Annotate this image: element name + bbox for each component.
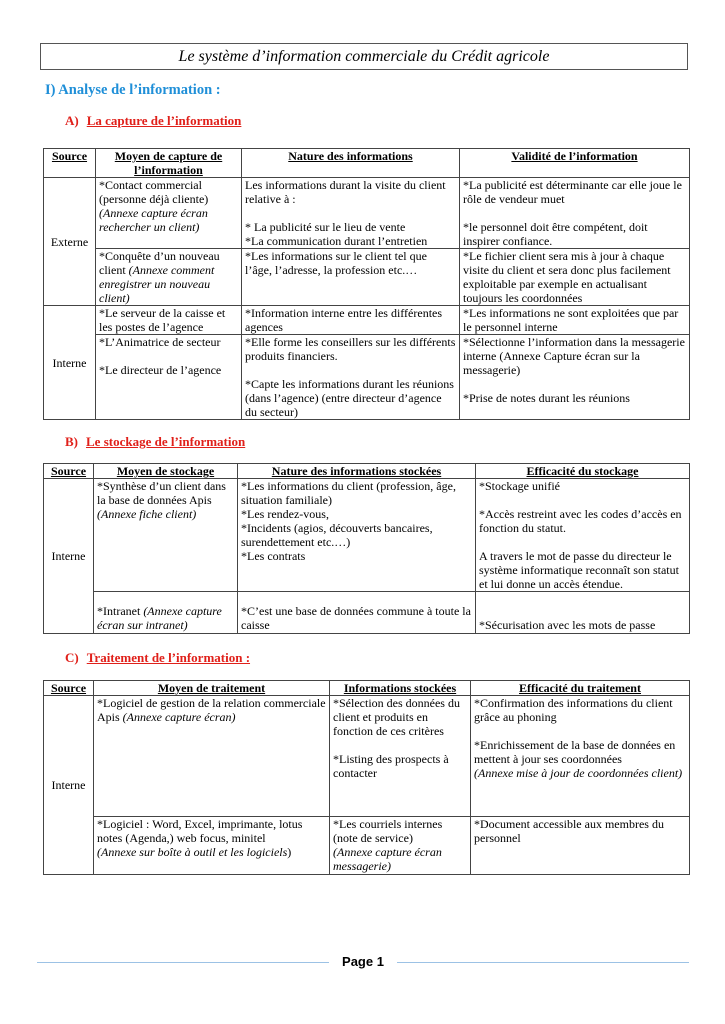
subsection-heading-traitement xyxy=(65,650,250,666)
table-row xyxy=(44,306,690,335)
table-header-row xyxy=(44,681,690,696)
table-cell xyxy=(94,696,330,817)
cell-paragraph xyxy=(463,306,686,334)
cell-paragraph xyxy=(333,752,467,780)
source-cell: Externe xyxy=(44,178,96,306)
cell-paragraph xyxy=(99,178,238,234)
annex-reference: (Annexe capture écran messagerie) xyxy=(333,845,442,873)
cell-text: *Les informations du client (profession, âge, situation familiale) xyxy=(241,479,456,507)
cell-text: *Intranet xyxy=(97,604,144,618)
cell-paragraph xyxy=(99,335,238,349)
table-cell xyxy=(330,696,471,817)
table-cell xyxy=(242,249,460,306)
cell-text: ) xyxy=(287,845,292,859)
column-header: Nature des informations stockées xyxy=(238,464,476,479)
cell-text: *Synthèse d’un client dans la base de données Apis xyxy=(97,479,226,507)
cell-text: *Incidents (agios, découverts bancaires, surendettement etc.…) xyxy=(241,521,433,549)
cell-text: *Sécurisation avec les mots de passe xyxy=(479,618,656,632)
cell-paragraph xyxy=(97,479,234,521)
cell-paragraph xyxy=(479,549,686,591)
cell-paragraph xyxy=(463,377,686,391)
table-cell xyxy=(476,479,690,592)
cell-paragraph xyxy=(463,335,686,377)
cell-text: *Sélection des données du client et produits en fonction de ces critères xyxy=(333,696,460,738)
annex-reference: (Annexe capture écran rechercher un client) xyxy=(99,206,208,234)
cell-text: *Enrichissement de la base de données en mettent à jour ses coordonnées xyxy=(474,738,676,766)
cell-text: *Les courriels internes (note de service) xyxy=(333,817,443,845)
cell-paragraph xyxy=(474,817,686,845)
cell-text: *C’est une base de données commune à toute la caisse xyxy=(241,604,471,632)
cell-text: *Information interne entre les différentes agences xyxy=(245,306,443,334)
table-header-row xyxy=(44,149,690,178)
cell-text: *Stockage unifié xyxy=(479,479,560,493)
cell-paragraph xyxy=(474,696,686,724)
cell-paragraph xyxy=(245,234,456,248)
subsection-letter: C) xyxy=(65,650,79,665)
cell-paragraph xyxy=(241,479,472,507)
cell-paragraph xyxy=(474,724,686,738)
cell-text: *La communication durant l’entretien xyxy=(245,234,428,248)
table-cell xyxy=(238,479,476,592)
traitement-table xyxy=(43,680,690,875)
footer-divider xyxy=(37,962,329,963)
cell-paragraph xyxy=(245,178,456,206)
table-row xyxy=(44,817,690,875)
cell-paragraph xyxy=(99,349,238,363)
source-cell: Interne xyxy=(44,696,94,875)
cell-text: *Sélectionne l’information dans la messagerie interne (Annexe Capture écran sur la messagerie) xyxy=(463,335,685,377)
subsection-heading-stockage xyxy=(65,434,245,450)
cell-text: *La publicité est déterminante car elle joue le rôle de vendeur muet xyxy=(463,178,682,206)
page-footer xyxy=(37,952,689,972)
column-header: Moyen de traitement xyxy=(94,681,330,696)
capture-table xyxy=(43,148,690,420)
cell-text: *Les rendez-vous, xyxy=(241,507,329,521)
cell-text: *Conquête d’un nouveau client xyxy=(99,249,220,277)
column-header: Source xyxy=(44,681,94,696)
table-header-row xyxy=(44,464,690,479)
cell-paragraph xyxy=(463,220,686,248)
table-cell xyxy=(242,178,460,249)
cell-paragraph xyxy=(97,845,326,859)
table-cell xyxy=(94,817,330,875)
cell-text: *Contact commercial (personne déjà cliente) xyxy=(99,178,209,206)
cell-paragraph xyxy=(99,306,238,334)
document-title: Le système d’information commerciale du Crédit agricole xyxy=(40,43,688,70)
cell-paragraph xyxy=(245,220,456,234)
cell-paragraph xyxy=(241,521,472,549)
cell-paragraph xyxy=(479,535,686,549)
cell-paragraph xyxy=(463,391,686,405)
subsection-letter: A) xyxy=(65,113,79,128)
cell-text: *Confirmation des informations du client grâce au phoning xyxy=(474,696,673,724)
column-header: Nature des informations xyxy=(242,149,460,178)
table-cell xyxy=(471,696,690,817)
subsection-heading-capture xyxy=(65,113,241,129)
cell-paragraph xyxy=(241,549,472,563)
annex-reference: (Annexe comment enregistrer un nouveau client) xyxy=(99,263,215,305)
column-header: Efficacité du traitement xyxy=(471,681,690,696)
table-cell xyxy=(460,335,690,420)
cell-paragraph xyxy=(333,738,467,752)
table-cell xyxy=(96,249,242,306)
cell-paragraph xyxy=(245,249,456,277)
cell-paragraph xyxy=(474,738,686,766)
table-row xyxy=(44,696,690,817)
cell-paragraph xyxy=(333,696,467,738)
subsection-label: Traitement de l’information : xyxy=(86,650,251,665)
cell-text: *Le fichier client sera mis à jour à chaque visite du client et sera donc plus facilement exploitable par exemple en actualisant toujours les coordonnées xyxy=(463,249,671,305)
footer-divider xyxy=(397,962,689,963)
cell-text: *Capte les informations durant les réunions (dans l’agence) (entre directeur d’agence du secteur) xyxy=(245,377,454,419)
cell-paragraph xyxy=(245,377,456,419)
cell-text: A travers le mot de passe du directeur le système informatique reconnaît son statut et lui donne un accès étendue. xyxy=(479,549,679,591)
table-cell xyxy=(242,335,460,420)
cell-text: *Document accessible aux membres du personnel xyxy=(474,817,664,845)
cell-text: *Elle forme les conseillers sur les différents produits financiers. xyxy=(245,335,456,363)
table-row xyxy=(44,479,690,592)
annex-reference: (Annexe mise à jour de coordonnées client) xyxy=(474,766,683,780)
column-header: Moyen de capture de l’information xyxy=(96,149,242,178)
annex-reference: (Annexe capture écran sur intranet) xyxy=(97,604,222,632)
column-header: Source xyxy=(44,464,94,479)
table-cell xyxy=(476,592,690,634)
cell-text: *Le serveur de la caisse et les postes de l’agence xyxy=(99,306,226,334)
source-cell: Interne xyxy=(44,306,96,420)
table-row xyxy=(44,335,690,420)
cell-text: * La publicité sur le lieu de vente xyxy=(245,220,406,234)
cell-paragraph xyxy=(245,206,456,220)
cell-paragraph xyxy=(99,249,238,305)
cell-paragraph xyxy=(479,618,686,632)
cell-paragraph xyxy=(333,817,467,845)
table-cell xyxy=(94,479,238,592)
cell-paragraph xyxy=(479,493,686,507)
cell-paragraph xyxy=(245,363,456,377)
cell-paragraph xyxy=(241,604,472,632)
cell-text: *Les contrats xyxy=(241,549,306,563)
cell-paragraph xyxy=(463,206,686,220)
annex-reference: (Annexe fiche client) xyxy=(97,507,197,521)
cell-text: *Listing des prospects à contacter xyxy=(333,752,449,780)
cell-text: *Accès restreint avec les codes d’accès en fonction du statut. xyxy=(479,507,682,535)
column-header: Efficacité du stockage xyxy=(476,464,690,479)
cell-paragraph xyxy=(245,306,456,334)
source-cell: Interne xyxy=(44,479,94,634)
page-number: Page 1 xyxy=(342,954,384,969)
cell-text: Les informations durant la visite du client relative à : xyxy=(245,178,446,206)
annex-reference: (Annexe capture écran) xyxy=(122,710,236,724)
table-cell xyxy=(460,178,690,249)
stockage-table xyxy=(43,463,690,634)
column-header: Informations stockées xyxy=(330,681,471,696)
cell-paragraph xyxy=(463,249,686,305)
table-row xyxy=(44,592,690,634)
table-cell xyxy=(96,178,242,249)
column-header: Source xyxy=(44,149,96,178)
cell-text: *Le directeur de l’agence xyxy=(99,363,222,377)
table-cell xyxy=(242,306,460,335)
column-header: Moyen de stockage xyxy=(94,464,238,479)
cell-paragraph xyxy=(97,696,326,724)
cell-paragraph xyxy=(479,479,686,493)
cell-paragraph xyxy=(241,507,472,521)
table-row xyxy=(44,178,690,249)
table-cell xyxy=(460,306,690,335)
table-cell xyxy=(94,592,238,634)
cell-paragraph xyxy=(97,604,234,632)
cell-text: *le personnel doit être compétent, doit inspirer confiance. xyxy=(463,220,648,248)
cell-text: *Logiciel de gestion de la relation commerciale Apis xyxy=(97,696,326,724)
cell-text: *Prise de notes durant les réunions xyxy=(463,391,630,405)
subsection-label: La capture de l’information xyxy=(86,113,242,128)
column-header: Validité de l’information xyxy=(460,149,690,178)
cell-paragraph xyxy=(463,178,686,206)
subsection-letter: B) xyxy=(65,434,78,449)
table-cell xyxy=(238,592,476,634)
cell-paragraph xyxy=(97,817,326,845)
table-cell xyxy=(96,335,242,420)
cell-paragraph xyxy=(474,766,686,780)
annex-reference: (Annexe sur boîte à outil et les logiciels xyxy=(97,845,288,859)
cell-text: *Logiciel : Word, Excel, imprimante, lotus notes (Agenda,) web focus, minitel xyxy=(97,817,303,845)
subsection-label: Le stockage de l’information xyxy=(86,434,246,449)
table-cell xyxy=(471,817,690,875)
cell-text: *L’Animatrice de secteur xyxy=(99,335,221,349)
table-cell xyxy=(460,249,690,306)
section-heading: I) Analyse de l’information : xyxy=(45,82,221,98)
cell-paragraph xyxy=(245,335,456,363)
table-row xyxy=(44,249,690,306)
cell-text: *Les informations sur le client tel que l’âge, l’adresse, la profession etc.… xyxy=(245,249,427,277)
table-cell xyxy=(330,817,471,875)
cell-paragraph xyxy=(333,845,467,873)
cell-text: *Les informations ne sont exploitées que par le personnel interne xyxy=(463,306,679,334)
cell-paragraph xyxy=(99,363,238,377)
cell-paragraph xyxy=(479,507,686,535)
table-cell xyxy=(96,306,242,335)
